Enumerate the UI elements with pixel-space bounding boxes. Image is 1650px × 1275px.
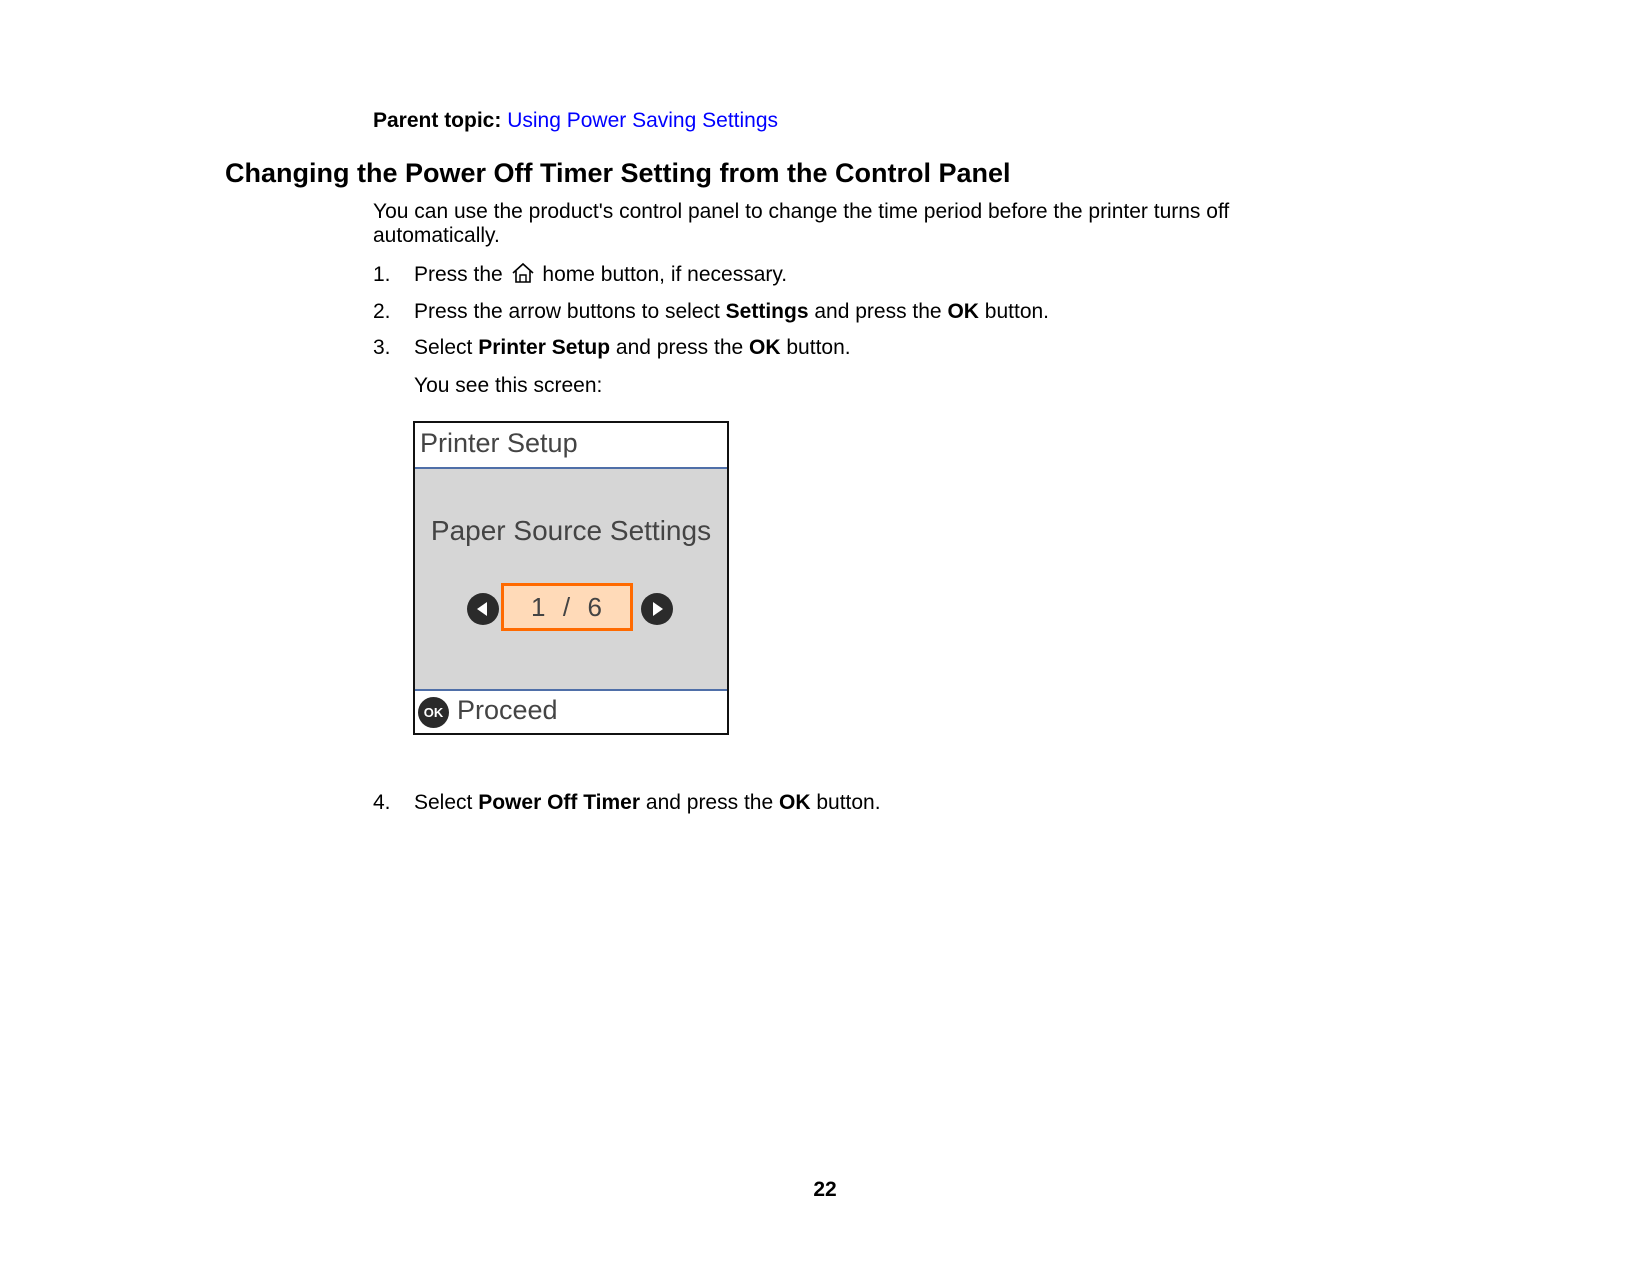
step-text-part: Press the arrow buttons to select bbox=[414, 300, 720, 323]
home-icon bbox=[511, 262, 535, 284]
lcd-screen-figure bbox=[413, 421, 729, 735]
step-text bbox=[414, 790, 881, 816]
step-text-part: and press the bbox=[814, 300, 942, 323]
parent-topic-label: Parent topic: bbox=[373, 109, 502, 132]
step-text bbox=[414, 299, 1049, 325]
page-number: 22 bbox=[813, 1178, 837, 1201]
page-indicator: 1 / 6 bbox=[501, 583, 633, 631]
step-number: 4. bbox=[373, 791, 391, 814]
lcd-title: Printer Setup bbox=[420, 428, 578, 458]
parent-topic-link[interactable]: Using Power Saving Settings bbox=[507, 109, 779, 132]
step-text-part: home button, if necessary. bbox=[542, 263, 788, 286]
button-term: OK bbox=[947, 300, 979, 323]
right-arrow-icon bbox=[641, 593, 673, 625]
button-term: OK bbox=[779, 791, 811, 814]
intro-paragraph: You can use the product's control panel to change the time period before the printer turns off automatically. bbox=[373, 200, 1230, 247]
menu-term: Settings bbox=[725, 300, 809, 323]
left-arrow-icon bbox=[467, 593, 499, 625]
page-title: Changing the Power Off Timer Setting from the Control Panel bbox=[225, 158, 1011, 188]
step-text-part: button. bbox=[984, 300, 1050, 323]
step-text-part: button. bbox=[816, 791, 881, 814]
lcd-body bbox=[415, 469, 727, 691]
lcd-menu-item: Paper Source Settings bbox=[430, 515, 712, 546]
you-see-text: You see this screen: bbox=[414, 374, 603, 397]
step-text-part: Select bbox=[414, 336, 473, 359]
step-text bbox=[414, 335, 851, 361]
ok-button-icon: OK bbox=[418, 697, 449, 728]
lcd-pager bbox=[467, 583, 677, 635]
lcd-footer bbox=[415, 691, 727, 733]
button-term: OK bbox=[749, 336, 781, 359]
step-text-part: Press the bbox=[414, 263, 503, 286]
parent-topic bbox=[373, 108, 778, 134]
step-text-part: and press the bbox=[615, 336, 744, 359]
step-number: 3. bbox=[373, 336, 391, 359]
step-text bbox=[414, 262, 787, 288]
menu-term: Power Off Timer bbox=[478, 791, 641, 814]
step-text-part: button. bbox=[786, 336, 851, 359]
lcd-header bbox=[415, 423, 727, 469]
lcd-footer-action: Proceed bbox=[457, 695, 558, 725]
step-text-part: and press the bbox=[645, 791, 774, 814]
step-text-part: Select bbox=[414, 791, 473, 814]
step-number: 2. bbox=[373, 300, 391, 323]
step-number: 1. bbox=[373, 263, 391, 286]
menu-term: Printer Setup bbox=[478, 336, 611, 359]
